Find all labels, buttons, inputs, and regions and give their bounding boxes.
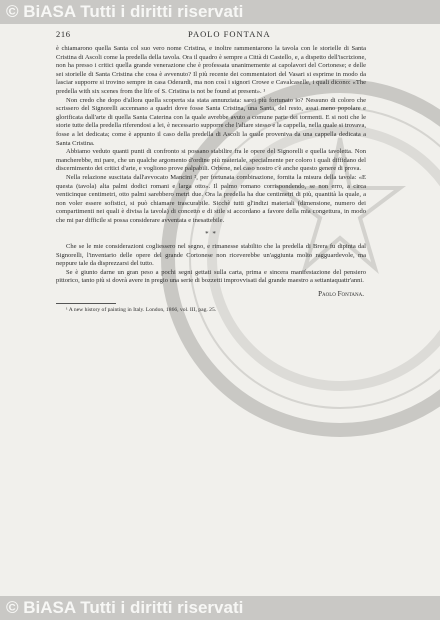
- running-title: PAOLO FONTANA: [188, 29, 271, 39]
- watermark-text-bottom: BiASA Tutti i diritti riservati: [23, 598, 244, 617]
- page-header: [56, 26, 366, 40]
- watermark-text-top: BiASA Tutti i diritti riservati: [23, 2, 244, 21]
- section-separator: * *: [205, 230, 217, 239]
- paragraph: Abbiamo veduto quanti punti di confronto si possano stabilire fra le opere del Signorelli e quella tavoletta. Non mancherebbe, mi pare, che un qualche argomento d'ordine più materiale, specialmente per coloro i quali diffidano del discernimento dei critici d'arte, e vogliono prove palpabili. Orbene, nel caso nostro c'è anche questo genere di prova.: [56, 148, 366, 173]
- page-number: 216: [56, 29, 71, 39]
- footnote: ¹ A new history of painting in Italy. London, 1866, vol. III, pag. 25.: [66, 306, 217, 313]
- paragraph: Non credo che dopo d'allora quella scoperta sia stata annunziata: sarei più fortunato io? Nessuno di coloro che scrissero del Signorelli accennano a quadri dove fosse Santa Cristina, una Santa, del resto, assai meno popolare e glorificata dall'arte di quella Santa Caterina con la quale avrebbe avuto a comune parte dei tormenti. E si noti che le storie tutte della predella riferendosi a lei, è necessario supporre che l'altare stesso e la cappella, nella quale si trovava, fosse a lei dedicata; come è appunto il caso della predella di Ascoli la quale proveniva da una cappella dedicata a Santa Cristina.: [56, 96, 366, 147]
- paragraph: Se è giunto darne un gran peso a pochi segni gettati sulla carta, prima e sincera manifestazione del pensiero pittorico, tanto più si dovrà avere in pregio una serie di bozzetti improvvisati dal grande maestro a settantaquattr'anni.: [56, 268, 366, 285]
- footnote-rule: [56, 303, 116, 304]
- author-signature: Paolo Fontana.: [318, 290, 364, 299]
- paragraph: Che se le mie considerazioni cogliessero nel segno, e rimanesse stabilito che la predella di Brera fu dipinta dal Signorelli, l'inventario delle opere del grande Cortonese non riceverebbe un'aggiunta molto ragguardevole, ma neppure tale da disprezzarsi del tutto.: [56, 243, 366, 268]
- watermark-banner-bottom: [0, 596, 440, 620]
- paragraph: è chiamarono quella Santa col suo vero nome Cristina, e inoltre rammentarono la tavola con le storielle di Santa Cristina di Ascoli come la predella della tavola. Ora il quadro è sempre a Città di Castello, e, a dispetto dell'iscrizione, non ha presso i critici quella grande venerazione che è professata unanimemente ai capolavori del Cortonese; e delle sei storielle di Santa Cristina che cosa è avvenuto? Il più recente dei commentatori del Vasari si esprime in modo da lasciar supporre si trovino sempre in casa Oderardi, ma non così i signori Crowe e Cavalcaselle, i quali dicono: «The predella with six scenes from the life of S. Cristina is not be found at present». ¹: [56, 45, 366, 95]
- copyright-symbol: ©: [6, 598, 19, 617]
- copyright-symbol: ©: [6, 2, 19, 21]
- paragraph: Nella relazione suscitata dall'avvocato Mancini ², per fortunata combinazione, fornita la misura della tavola: «E questa (tavola) alta palmi dodici romani e larga otto». Il palmo romano corrispondendo, se non erro, a circa venticinque centimetri, otto palmi sarebbero metri due. Ora la predella ha due centimetri di più, quantità la quale, a non voler essere sofistici, si può chiamare trascurabile. Sicchè tutti gl'indizi materiali (dimensione, numero dei compartimenti nei quali è divisa la tavola) di concetto e di stile si accordano a favore della mia congettura, in modo che mi par difficile si possa considerare avventata e inesattebile.: [56, 173, 366, 224]
- watermark-banner-top: [0, 0, 440, 24]
- article-body: [56, 45, 366, 314]
